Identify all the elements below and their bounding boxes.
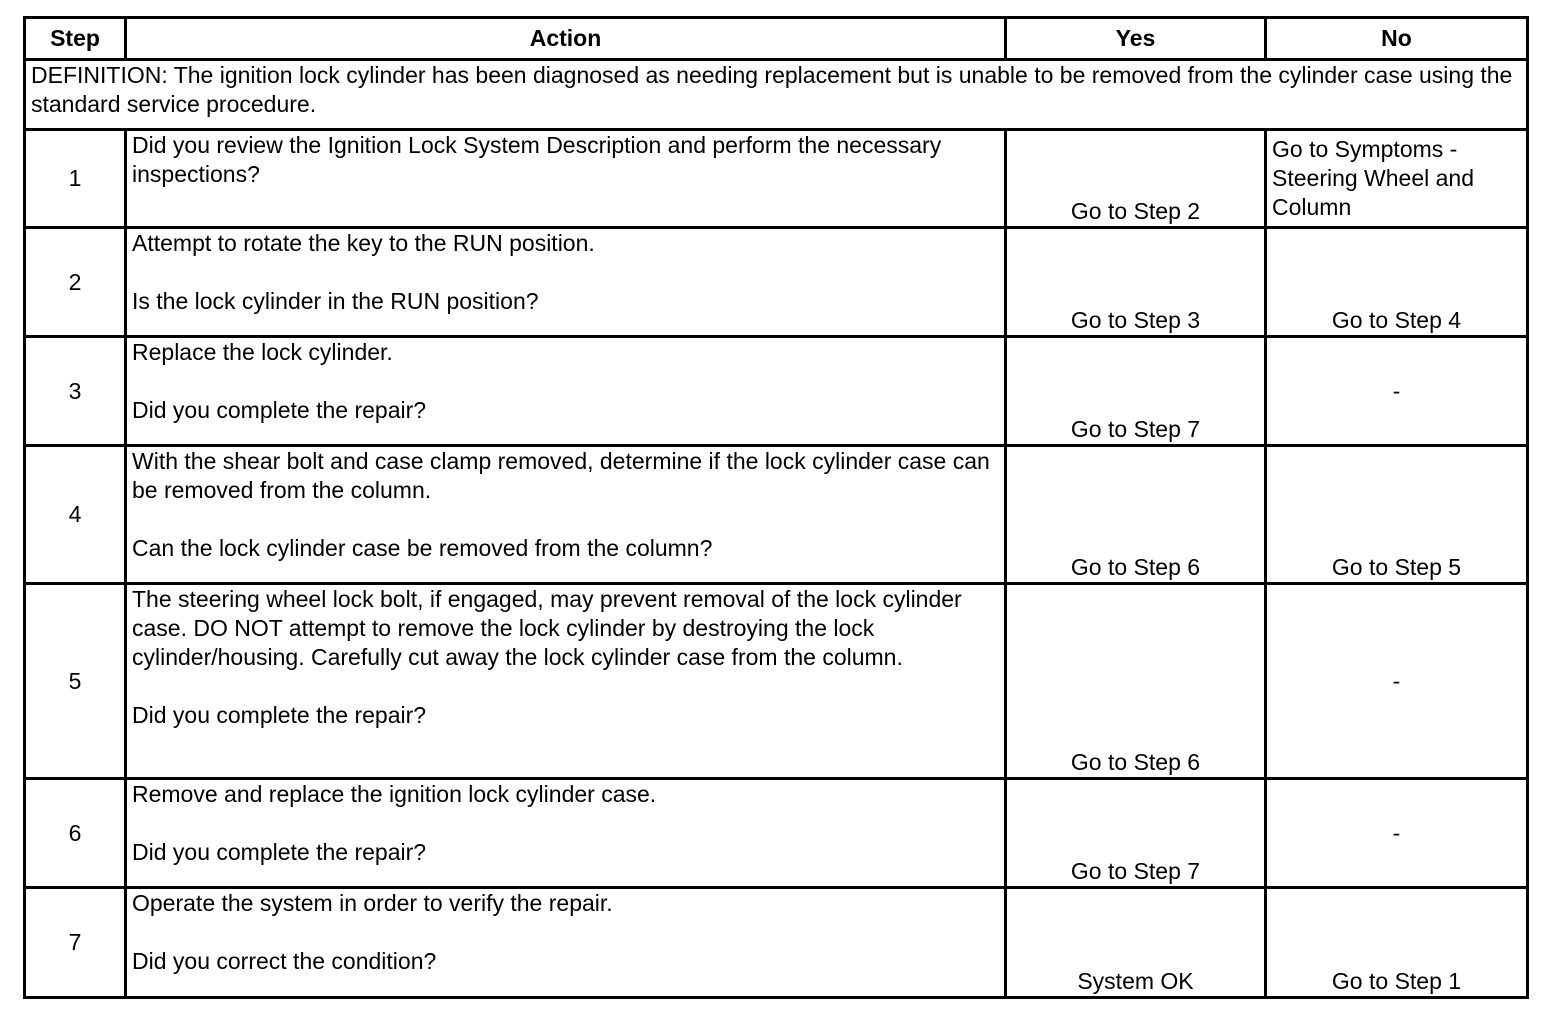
header-no: No xyxy=(1266,18,1528,60)
definition-text: DEFINITION: The ignition lock cylinder has been diagnosed as needing replacement but is unable to be removed from the cylinder case using the standard service procedure. xyxy=(25,60,1528,130)
yes-cell: Go to Step 2 xyxy=(1006,130,1266,228)
no-cell: Go to Step 4 xyxy=(1266,228,1528,337)
no-cell: Go to Step 5 xyxy=(1266,446,1528,584)
yes-cell: Go to Step 3 xyxy=(1006,228,1266,337)
action-cell xyxy=(126,337,1006,446)
table-row xyxy=(25,779,1528,888)
no-cell: Go to Symptoms - Steering Wheel and Column xyxy=(1266,130,1528,228)
action-question: Did you complete the repair? xyxy=(132,702,427,728)
action-question: Did you correct the condition? xyxy=(132,948,437,974)
header-step: Step xyxy=(25,18,126,60)
no-cell: - xyxy=(1266,584,1528,779)
yes-cell: Go to Step 6 xyxy=(1006,446,1266,584)
action-instruction: Replace the lock cylinder. xyxy=(132,339,393,365)
header-action: Action xyxy=(126,18,1006,60)
yes-cell: Go to Step 6 xyxy=(1006,584,1266,779)
yes-cell: System OK xyxy=(1006,888,1266,998)
step-number: 5 xyxy=(25,584,126,779)
action-question: Can the lock cylinder case be removed from the column? xyxy=(132,535,713,561)
action-cell xyxy=(126,228,1006,337)
table-row xyxy=(25,337,1528,446)
action-instruction: Operate the system in order to verify the repair. xyxy=(132,890,613,916)
diagnostic-table xyxy=(23,16,1529,999)
step-number: 4 xyxy=(25,446,126,584)
yes-cell: Go to Step 7 xyxy=(1006,779,1266,888)
table-row xyxy=(25,228,1528,337)
step-number: 1 xyxy=(25,130,126,228)
action-instruction: Remove and replace the ignition lock cylinder case. xyxy=(132,781,657,807)
action-instruction: The steering wheel lock bolt, if engaged, may prevent removal of the lock cylinder case. DO NOT attempt to remove the lock cylinder by destroying the lock cylinder/housing. Carefully cut away the lock cylinder case from the column. xyxy=(132,586,962,670)
step-number: 6 xyxy=(25,779,126,888)
action-cell xyxy=(126,888,1006,998)
action-question: Did you complete the repair? xyxy=(132,397,427,423)
table-row xyxy=(25,888,1528,998)
definition-row xyxy=(25,60,1528,130)
action-instruction: With the shear bolt and case clamp removed, determine if the lock cylinder case can be removed from the column. xyxy=(132,448,990,503)
action-instruction: Attempt to rotate the key to the RUN position. xyxy=(132,230,595,256)
no-cell: - xyxy=(1266,337,1528,446)
no-cell: - xyxy=(1266,779,1528,888)
step-number: 3 xyxy=(25,337,126,446)
action-question: Is the lock cylinder in the RUN position? xyxy=(132,288,539,314)
table-row xyxy=(25,584,1528,779)
table-row xyxy=(25,130,1528,228)
action-question: Did you complete the repair? xyxy=(132,839,427,865)
action-cell xyxy=(126,584,1006,779)
action-cell xyxy=(126,446,1006,584)
yes-cell: Go to Step 7 xyxy=(1006,337,1266,446)
step-number: 2 xyxy=(25,228,126,337)
step-number: 7 xyxy=(25,888,126,998)
action-cell xyxy=(126,130,1006,228)
header-row xyxy=(25,18,1528,60)
action-instruction: Did you review the Ignition Lock System Description and perform the necessary inspections? xyxy=(132,132,942,187)
table-row xyxy=(25,446,1528,584)
header-yes: Yes xyxy=(1006,18,1266,60)
no-cell: Go to Step 1 xyxy=(1266,888,1528,998)
action-cell xyxy=(126,779,1006,888)
